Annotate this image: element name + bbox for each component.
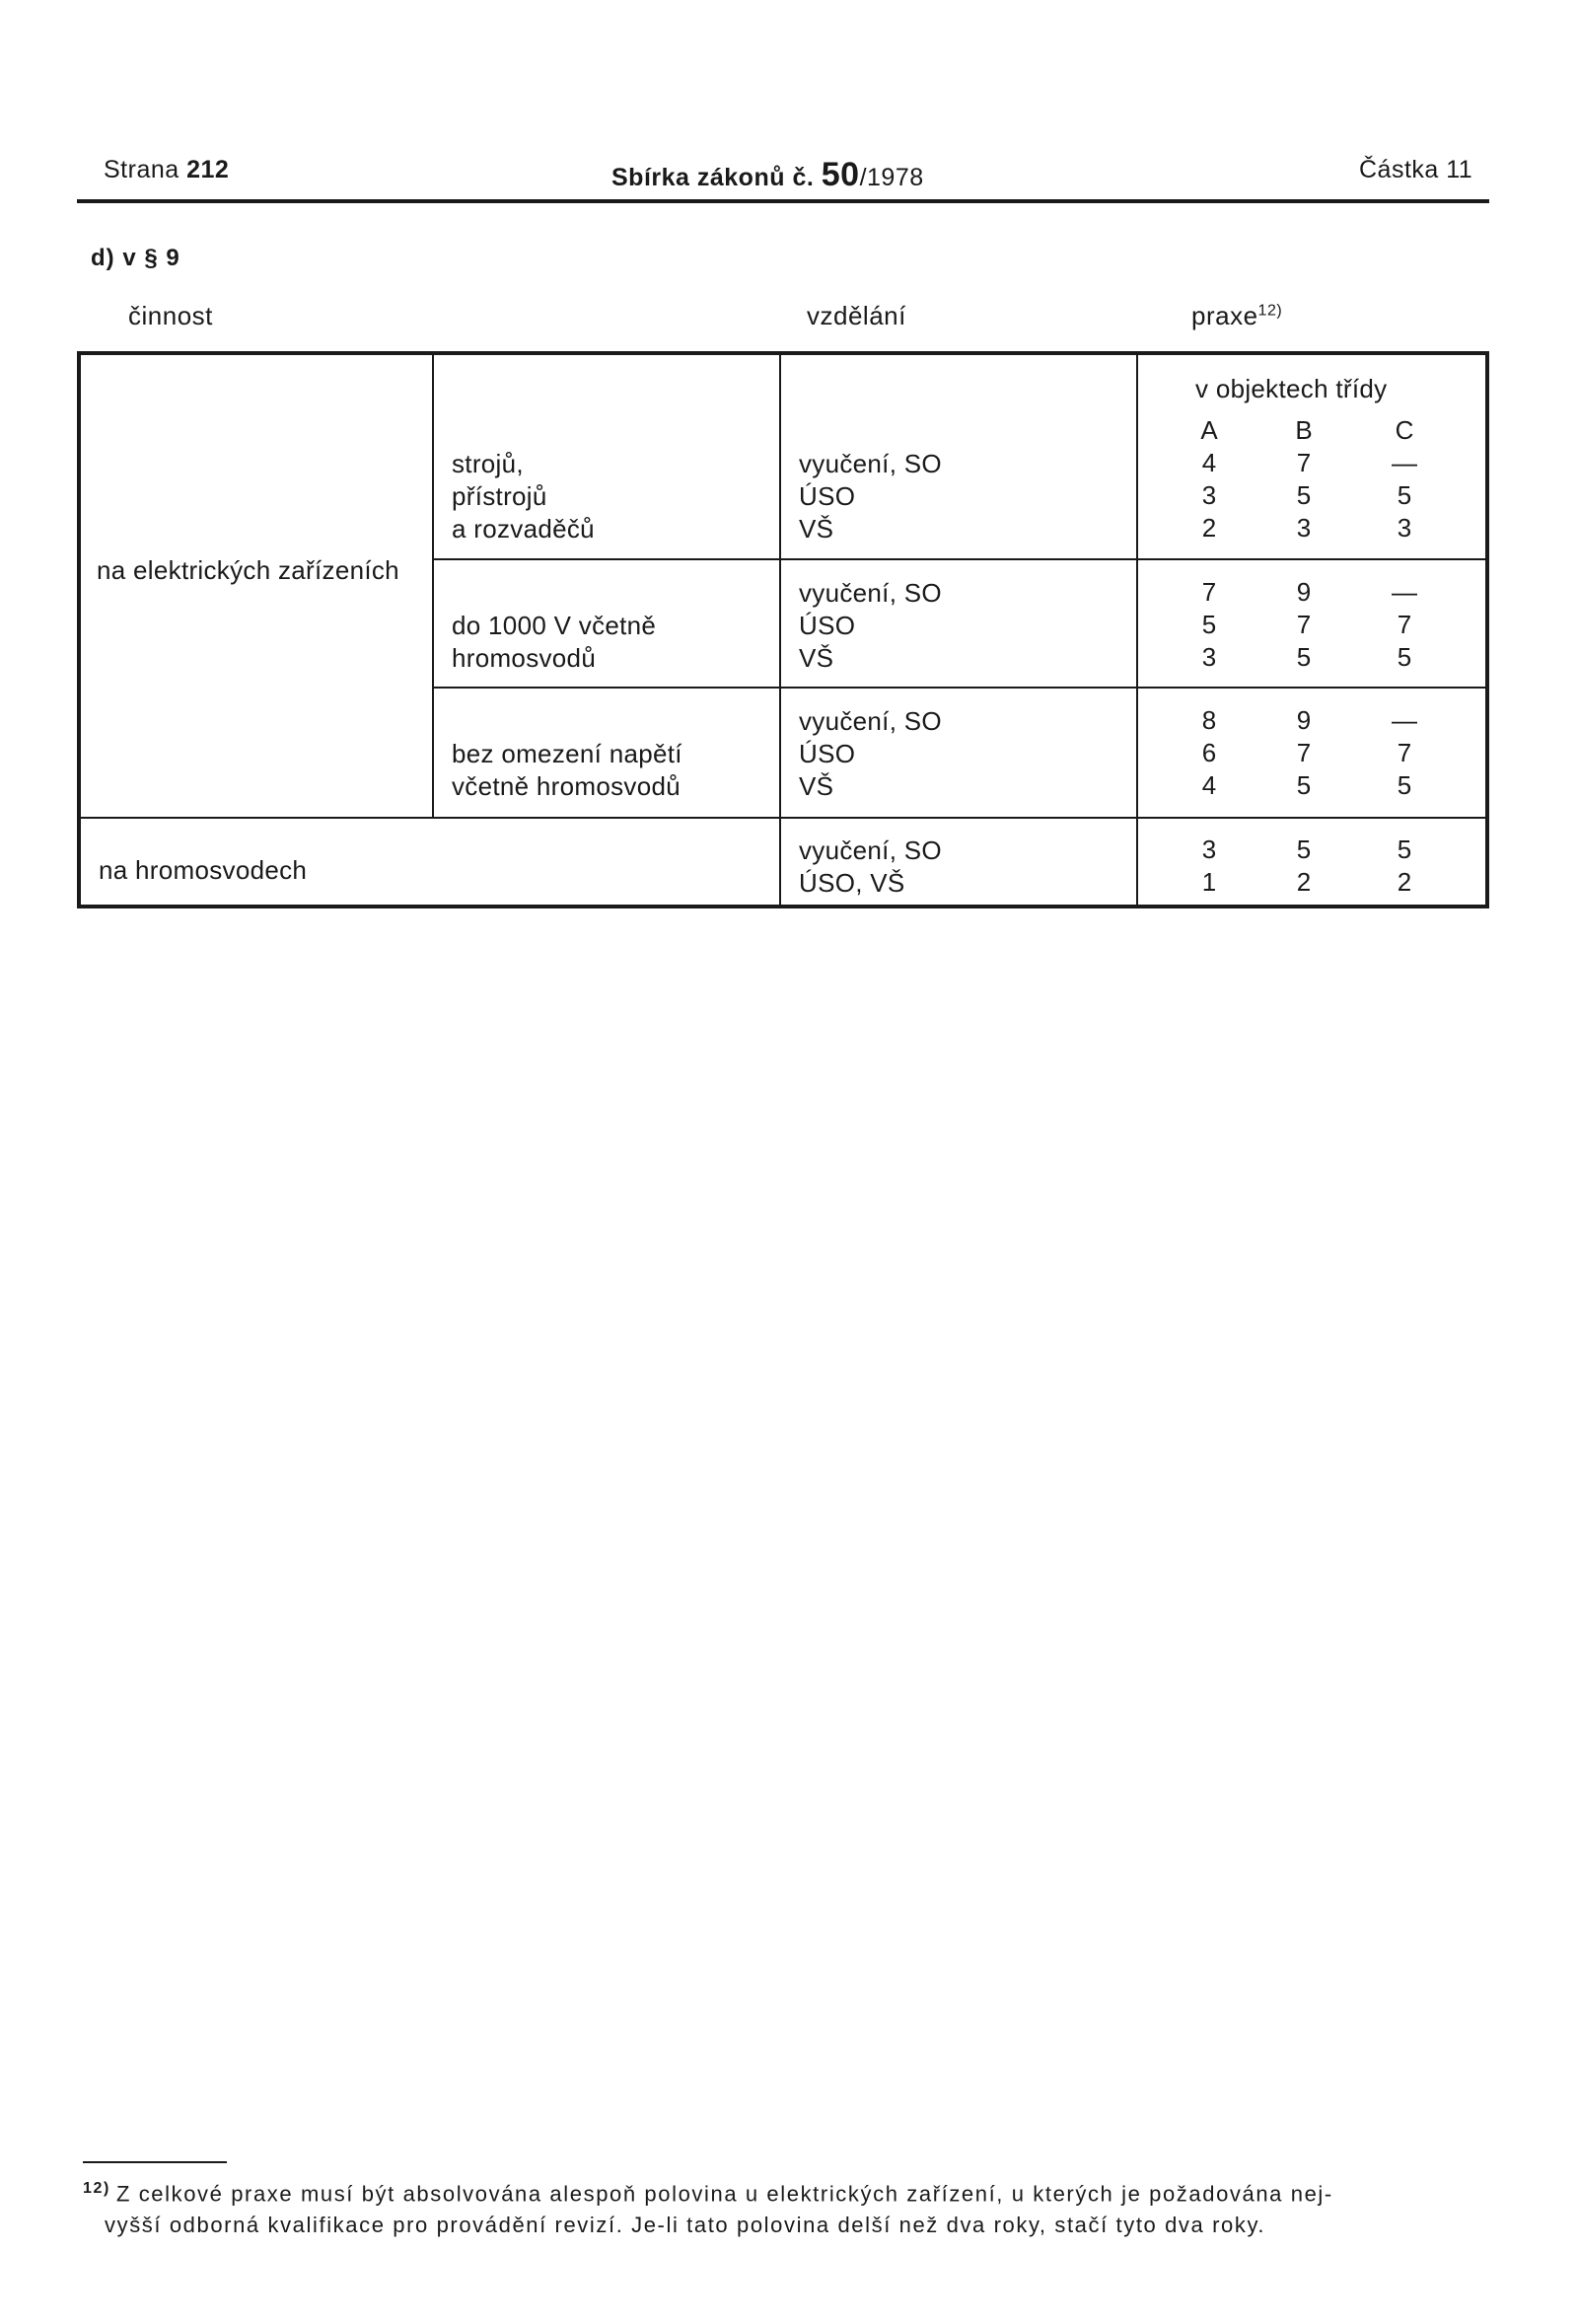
class-header-a: A: [1200, 415, 1218, 445]
objects-class-label: v objektech třídy: [1195, 374, 1388, 403]
subgroup-up-to-1000v-education: vyučení, SO ÚSO VŠ: [799, 578, 942, 673]
value-cell: 4: [1201, 448, 1217, 477]
value-cell: 5: [1397, 770, 1412, 800]
value-cell: 5: [1397, 642, 1412, 672]
value-cell: 3: [1201, 480, 1217, 510]
value-cell: 9: [1296, 577, 1312, 607]
divider-education: [779, 355, 781, 905]
table-bottom-rule: [77, 905, 1489, 908]
column-heading-activity: činnost: [128, 301, 213, 330]
footnote-line-1: Z celkové praxe musí být absolvována alespoň polovina u elektrických zařízení, u kterých je požadována nej-: [115, 2181, 1333, 2207]
section-label: d) v § 9: [91, 245, 180, 271]
divider-practice: [1136, 355, 1138, 905]
value-cell: 6: [1201, 738, 1217, 767]
row-rule-1: [432, 558, 1485, 560]
value-cell: 7: [1397, 738, 1412, 767]
collection-title: Sbírka zákonů č. 50/1978: [611, 156, 924, 193]
value-cell: 7: [1296, 610, 1312, 639]
subgroup-up-to-1000v-label: do 1000 V včetně hromosvodů: [452, 611, 657, 673]
footnote-mark: 12): [83, 2180, 110, 2197]
group-lightning-label: na hromosvodech: [99, 855, 308, 885]
value-cell: 3: [1296, 513, 1312, 543]
value-cell: 3: [1201, 835, 1217, 864]
value-cell: 3: [1201, 642, 1217, 672]
value-cell: 7: [1296, 738, 1312, 767]
part-number: Částka 11: [1359, 156, 1473, 183]
group-electrical-label: na elektrických zařízeních: [97, 555, 399, 585]
table-top-rule: [77, 351, 1489, 355]
value-cell: —: [1392, 705, 1417, 735]
class-header-b: B: [1295, 415, 1313, 445]
subgroup-machines-education: vyučení, SO ÚSO VŠ: [799, 449, 942, 544]
header-rule: [77, 199, 1489, 203]
page-number: Strana 212: [104, 156, 230, 183]
footnote: [83, 2173, 1333, 2241]
value-cell: 4: [1201, 770, 1217, 800]
value-cell: 5: [1397, 480, 1412, 510]
value-cell: 7: [1296, 448, 1312, 477]
value-cell: 7: [1201, 577, 1217, 607]
value-cell: 5: [1296, 835, 1312, 864]
row-rule-2: [432, 687, 1485, 689]
footnote-line-2: vyšší odborná kvalifikace pro provádění revizí. Je-li tato polovina delší než dva roky, stačí tyto dva roky.: [105, 2213, 1266, 2238]
value-cell: 3: [1397, 513, 1412, 543]
column-heading-practice: praxe$^{12)}$: [1191, 301, 1283, 330]
divider-activity: [432, 355, 434, 819]
subgroup-unlimited-voltage-label: bez omezení napětí včetně hromosvodů: [452, 739, 682, 801]
row-rule-3: [81, 817, 1485, 819]
column-heading-education: vzdělání: [807, 301, 906, 330]
value-cell: 2: [1397, 867, 1412, 897]
value-cell: 5: [1201, 610, 1217, 639]
subgroup-machines-label: strojů, přístrojů a rozvaděčů: [452, 449, 595, 544]
class-header-c: C: [1395, 415, 1414, 445]
value-cell: 5: [1296, 480, 1312, 510]
footnote-rule: [83, 2161, 227, 2163]
value-cell: 8: [1201, 705, 1217, 735]
value-cell: 9: [1296, 705, 1312, 735]
table-right-border: [1485, 351, 1489, 908]
value-cell: —: [1392, 577, 1417, 607]
value-cell: 2: [1296, 867, 1312, 897]
value-cell: 5: [1397, 835, 1412, 864]
table-left-border: [77, 351, 81, 908]
value-cell: 1: [1201, 867, 1217, 897]
subgroup-unlimited-voltage-education: vyučení, SO ÚSO VŠ: [799, 706, 942, 801]
value-cell: 5: [1296, 770, 1312, 800]
value-cell: —: [1392, 448, 1417, 477]
value-cell: 2: [1201, 513, 1217, 543]
value-cell: 7: [1397, 610, 1412, 639]
value-cell: 5: [1296, 642, 1312, 672]
group-lightning-education: vyučení, SO ÚSO, VŠ: [799, 835, 942, 898]
